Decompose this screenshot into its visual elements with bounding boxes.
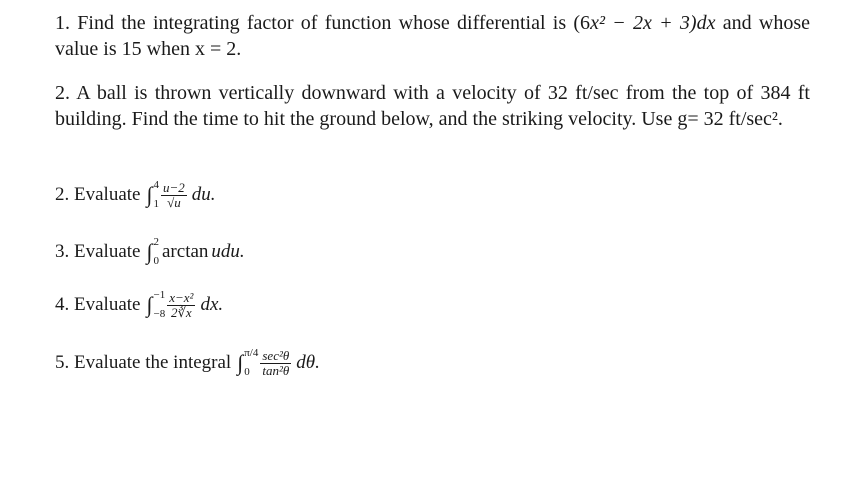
integral-limits <box>154 180 160 210</box>
integral-expression <box>146 290 223 320</box>
numerator: sec²θ <box>262 347 290 363</box>
integral-sign-icon: ∫ <box>146 182 153 207</box>
integrand-fraction <box>161 181 187 210</box>
integral-sign-icon: ∫ <box>237 350 244 375</box>
problem-1-math: x² − 2x + 3)dx <box>590 12 716 34</box>
item-4-label: 4. Evaluate <box>55 294 141 315</box>
upper-limit: 4 <box>153 179 159 191</box>
item-5-label: 5. Evaluate the integral <box>55 352 232 373</box>
differential: du. <box>191 184 216 205</box>
problem-4-evaluate <box>55 290 223 320</box>
problem-2-ball: 2. A ball is thrown vertically downward with a velocity of 32 ft/sec from the top of 384 ft building. Find the time to hit the ground below, and the striking velocity. Use g= 32 ft/sec². <box>55 82 810 130</box>
differential: dx. <box>200 294 224 315</box>
numerator: x−x² <box>169 289 194 305</box>
upper-limit: 2 <box>153 236 159 248</box>
integral-expression <box>146 237 244 267</box>
upper-limit: π/4 <box>244 347 259 359</box>
integral-limits <box>154 237 160 267</box>
lower-limit: 1 <box>153 198 159 210</box>
lower-limit: −8 <box>153 308 166 320</box>
problem-5-evaluate <box>55 348 320 378</box>
denominator: √u <box>167 194 181 210</box>
numerator: u−2 <box>163 179 185 195</box>
integral-limits <box>154 290 166 320</box>
differential: udu. <box>211 241 245 262</box>
problem-1-lead: 1. Find the integrating factor of function whose differential is (6 <box>55 12 591 34</box>
denominator: 2∛x <box>171 304 192 320</box>
integral-sign-icon: ∫ <box>146 239 153 264</box>
differential: dθ. <box>296 352 320 373</box>
upper-limit: −1 <box>153 289 166 301</box>
integral-limits <box>244 348 258 378</box>
integrand-fraction <box>260 349 291 378</box>
problem-1-tail: and whose value is 15 when x = 2. <box>55 12 811 60</box>
item-3-label: 3. Evaluate <box>55 241 141 262</box>
problem-3-evaluate <box>55 237 245 267</box>
problem-1 <box>55 10 810 62</box>
integrand-fraction <box>167 291 195 320</box>
integrand: arctan <box>162 241 209 262</box>
lower-limit: 0 <box>153 255 159 267</box>
integral-sign-icon: ∫ <box>146 292 153 317</box>
denominator: tan²θ <box>262 362 290 378</box>
problem-2-evaluate <box>55 180 216 210</box>
item-2-label: 2. Evaluate <box>55 184 141 205</box>
integral-expression <box>146 180 215 210</box>
integral-expression <box>237 348 320 378</box>
lower-limit: 0 <box>244 366 250 378</box>
